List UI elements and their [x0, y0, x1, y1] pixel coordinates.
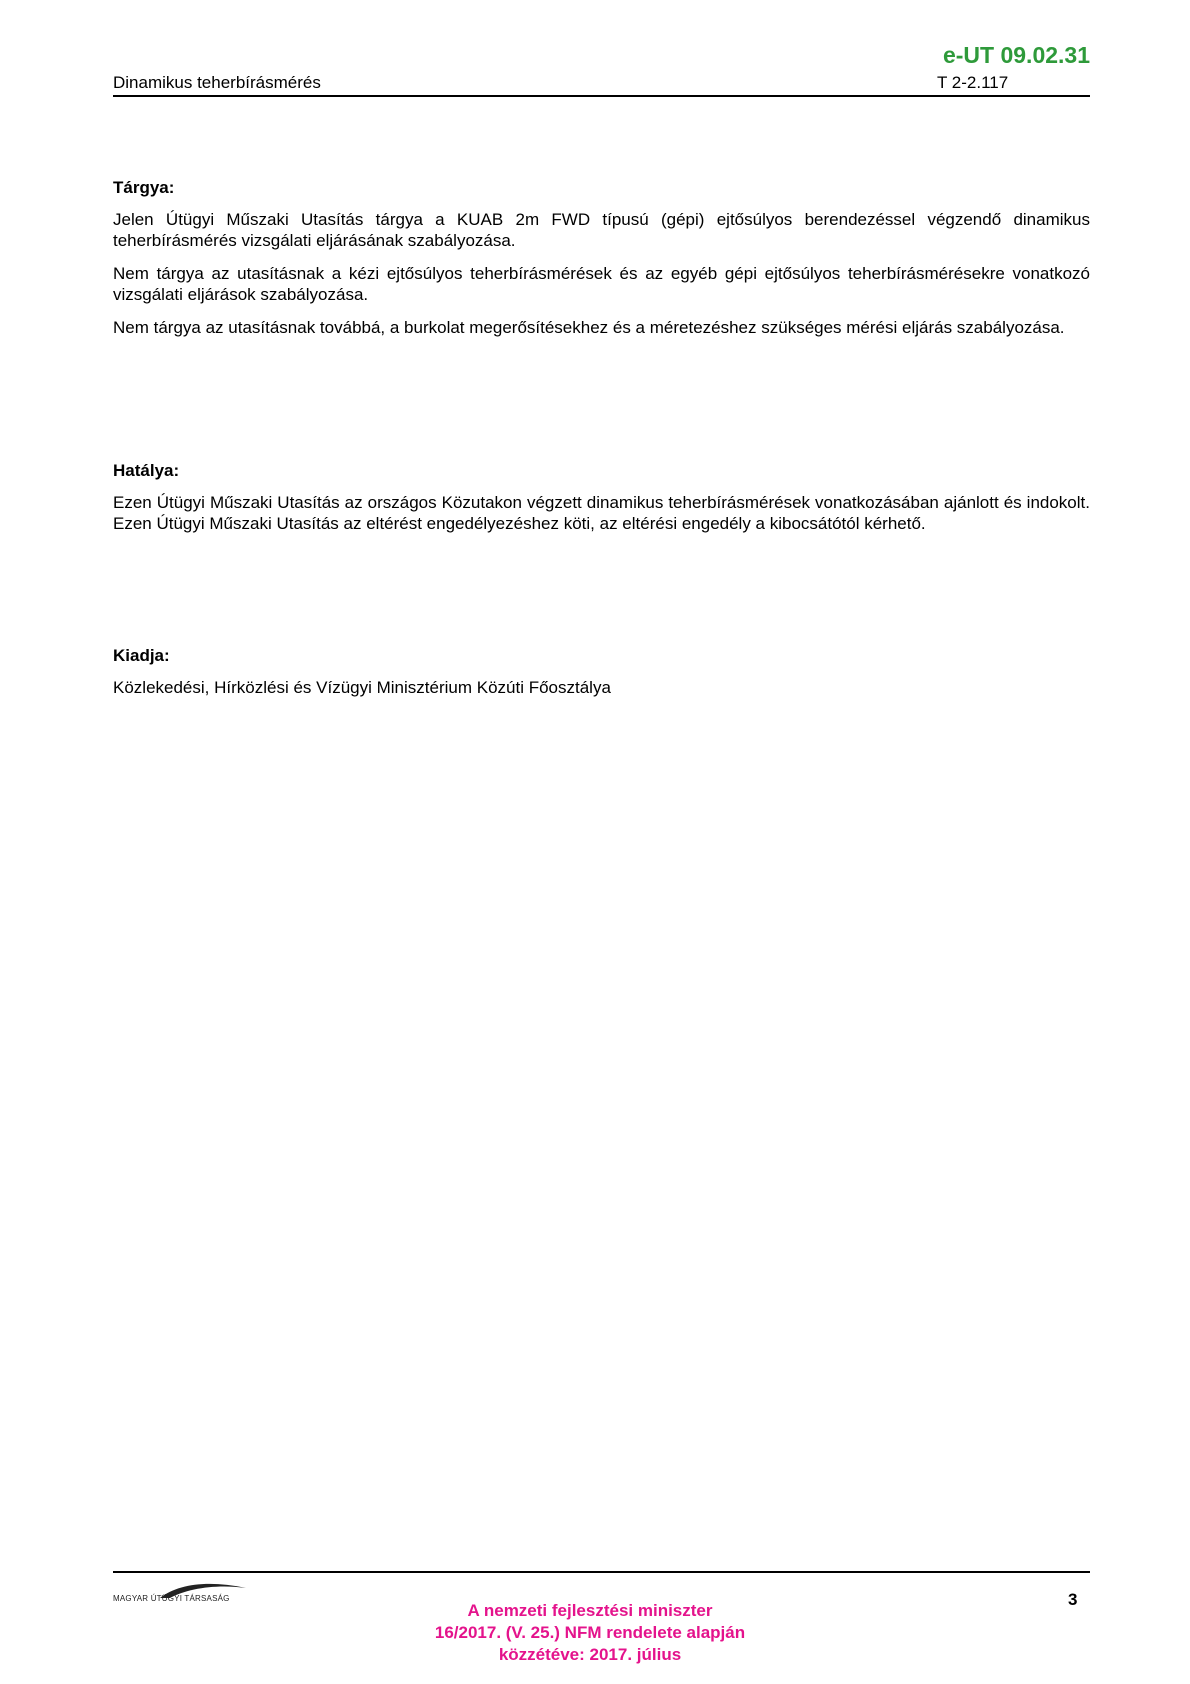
- page-number: 3: [1068, 1590, 1078, 1609]
- header-divider: [113, 95, 1090, 97]
- logo-text: MAGYAR ÚTÜGYI TÁRSASÁG: [113, 1594, 230, 1603]
- publication-note: [380, 1600, 800, 1666]
- section-hatalya: [113, 461, 1090, 546]
- document-code: e-UT 09.02.31: [942, 42, 1090, 68]
- publication-note-line: 16/2017. (V. 25.) NFM rendelete alapján: [434, 1623, 746, 1642]
- publication-note-line: közzétéve: 2017. július: [498, 1645, 682, 1664]
- publication-note-line: A nemzeti fejlesztési miniszter: [467, 1601, 713, 1620]
- footer-divider: [113, 1571, 1090, 1573]
- paragraph: Ezen Útügyi Műszaki Utasítás az országos Közutakon végzett dinamikus teherbírásmérések vonatkozásában ajánlott és indokolt. Ezen Útügyi Műszaki Utasítás az eltérést engedélyezéshez köti, az eltérési engedély a kibocsátótól kérhető.: [113, 493, 1090, 533]
- header-title: Dinamikus teherbírásmérés: [113, 73, 321, 92]
- paragraph: Nem tárgya az utasításnak továbbá, a burkolat megerősítésekhez és a méretezéshez szükséges mérési eljárás szabályozása.: [113, 318, 1065, 337]
- paragraph: Jelen Útügyi Műszaki Utasítás tárgya a KUAB 2m FWD típusú (gépi) ejtősúlyos berendezéssel végzendő dinamikus teherbírásmérés vizsgálati eljárásának szabályozása.: [113, 210, 1090, 250]
- section-kiadja: [113, 646, 1090, 710]
- section-heading: Tárgya:: [113, 178, 175, 197]
- paragraph: Nem tárgya az utasításnak a kézi ejtősúlyos teherbírásmérések és az egyéb gépi ejtősúlyos teherbírásmérésekre vonatkozó vizsgálati eljárások szabályozása.: [113, 264, 1090, 304]
- society-logo: [113, 1582, 263, 1606]
- paragraph: Közlekedési, Hírközlési és Vízügyi Minisztérium Közúti Főosztálya: [113, 678, 611, 697]
- section-targya: [113, 178, 1090, 350]
- section-heading: Kiadja:: [113, 646, 170, 665]
- section-heading: Hatálya:: [113, 461, 180, 480]
- header-reference: T 2-2.117: [937, 73, 1009, 92]
